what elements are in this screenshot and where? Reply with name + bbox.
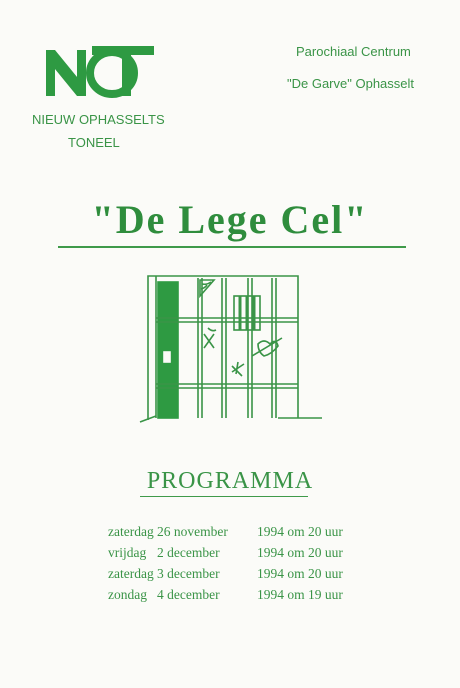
schedule-date: 26 november: [157, 524, 228, 539]
schedule-row: [0, 587, 460, 605]
schedule-day: zondag: [108, 587, 147, 602]
org-name-line1: NIEUW OPHASSELTS: [32, 112, 165, 127]
play-title: "De Lege Cel": [91, 197, 369, 242]
schedule-day: zaterdag: [108, 566, 154, 581]
schedule-time: 1994 om 20 uur: [257, 566, 343, 581]
program-heading: PROGRAMMA: [146, 468, 314, 494]
schedule-time: 1994 om 20 uur: [257, 524, 343, 539]
schedule-date: 2 december: [157, 545, 220, 560]
schedule-row: [0, 545, 460, 563]
schedule-time: 1994 om 19 uur: [257, 587, 343, 602]
program-underline: [140, 496, 308, 497]
prison-cell-illustration: [138, 268, 328, 430]
venue-line1: Parochiaal Centrum: [296, 44, 411, 59]
schedule-row: [0, 524, 460, 542]
schedule-row: [0, 566, 460, 584]
schedule-day: vrijdag: [108, 545, 147, 560]
schedule-time: 1994 om 20 uur: [257, 545, 343, 560]
org-name-line2: TONEEL: [68, 135, 120, 150]
title-underline: [58, 246, 406, 248]
venue-line2: "De Garve" Ophasselt: [287, 76, 415, 91]
schedule-date: 3 december: [157, 566, 220, 581]
not-logo: [44, 44, 156, 98]
schedule-date: 4 december: [157, 587, 220, 602]
schedule-day: zaterdag: [108, 524, 154, 539]
